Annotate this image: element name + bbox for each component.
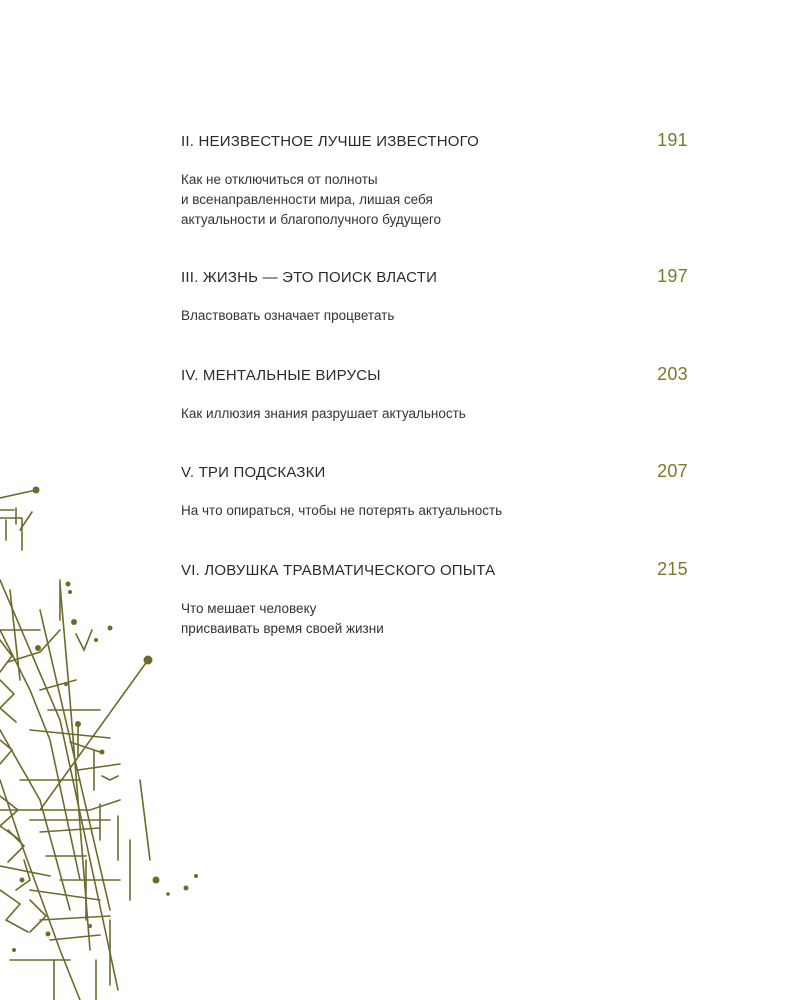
toc-entry-page-number: 207: [657, 461, 688, 481]
toc-entry-2[interactable]: [181, 130, 688, 266]
toc-entry-4[interactable]: [181, 364, 688, 461]
toc-entry-5[interactable]: [181, 461, 688, 559]
toc-entry-title: IV. МЕНТАЛЬНЫЕ ВИРУСЫ: [181, 367, 381, 384]
toc-entry-6[interactable]: [181, 559, 688, 649]
subtitle-line: и всенаправленности мира, лишая себя: [181, 192, 433, 207]
subtitle-line: Что мешает человеку: [181, 601, 317, 616]
toc-entry-page-number: 203: [657, 364, 688, 384]
toc-entry-header: [181, 461, 688, 491]
subtitle-line: актуальности и благополучного будущего: [181, 212, 442, 227]
decorative-circuit-ornament: [0, 480, 210, 1000]
toc-entry-header: [181, 364, 688, 394]
toc-entry-3[interactable]: [181, 266, 688, 364]
toc-entry-title: III. ЖИЗНЬ — ЭТО ПОИСК ВЛАСТИ: [181, 269, 438, 286]
toc-entry-subtitle: [181, 404, 688, 424]
toc-entry-page-number: 215: [657, 559, 688, 579]
toc-entry-subtitle: [181, 170, 688, 230]
toc-entry-page-number: 197: [657, 266, 688, 286]
subtitle-line: На что опираться, чтобы не потерять актуальность: [181, 503, 503, 518]
subtitle-line: Как не отключиться от полноты: [181, 172, 378, 187]
toc-entry-subtitle: [181, 599, 688, 639]
toc-entry-subtitle: [181, 501, 688, 521]
subtitle-line: присваивать время своей жизни: [181, 621, 384, 636]
toc-entry-header: [181, 559, 688, 589]
toc-entry-page-number: 191: [657, 130, 688, 150]
toc-entry-title: V. ТРИ ПОДСКАЗКИ: [181, 464, 326, 481]
table-of-contents: [181, 130, 688, 649]
toc-entry-title: II. НЕИЗВЕСТНОЕ ЛУЧШЕ ИЗВЕСТНОГО: [181, 133, 480, 150]
subtitle-line: Властвовать означает процветать: [181, 308, 395, 323]
toc-entry-header: [181, 266, 688, 296]
toc-entry-title: VI. ЛОВУШКА ТРАВМАТИЧЕСКОГО ОПЫТА: [181, 562, 496, 579]
toc-entry-subtitle: [181, 306, 688, 326]
subtitle-line: Как иллюзия знания разрушает актуальность: [181, 406, 466, 421]
toc-entry-header: [181, 130, 688, 160]
